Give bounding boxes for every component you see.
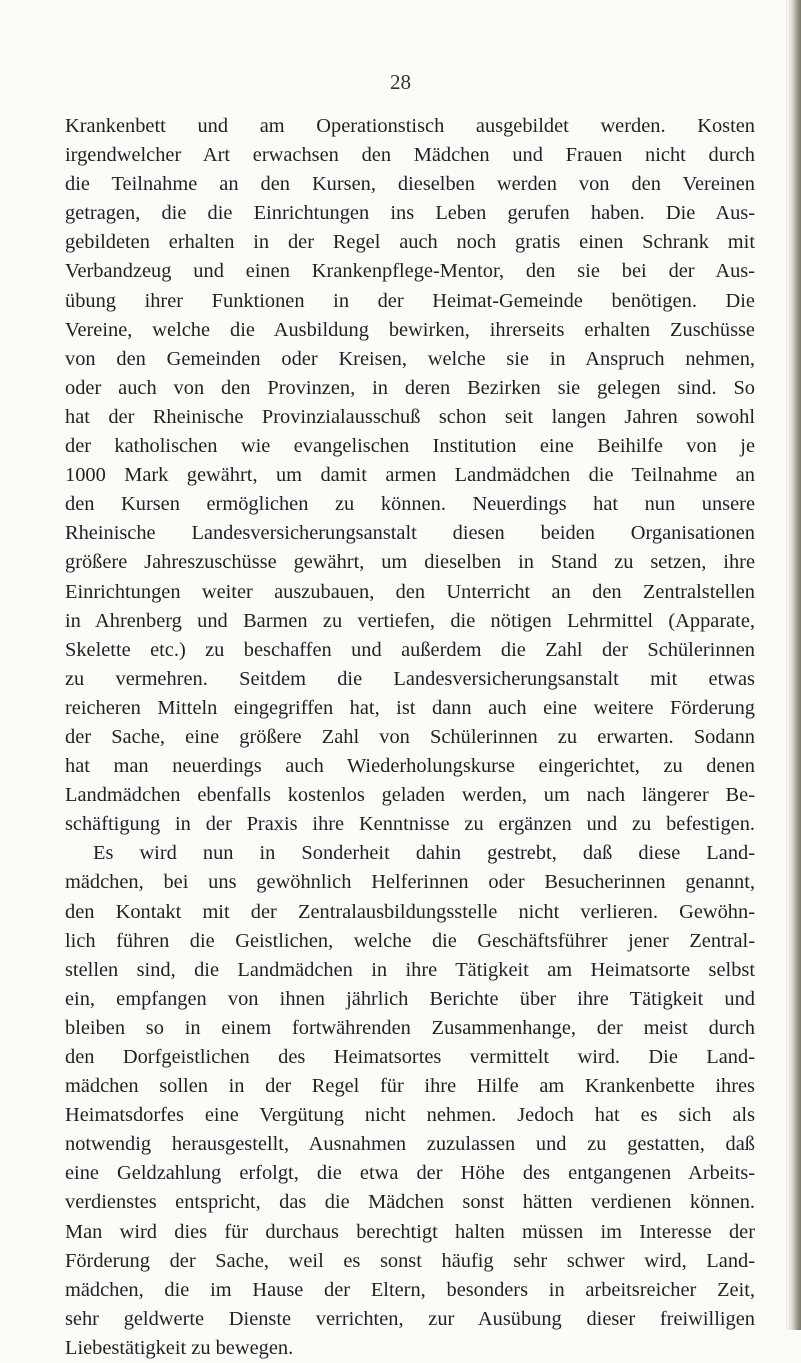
text-line: Heimatsdorfes eine Vergütung nicht nehmen. Jedoch hat es sich als: [65, 1104, 755, 1127]
text-line: schäftigung in der Praxis ihre Kenntnisse zu ergänzen und zu befestigen.: [65, 813, 755, 836]
text-line: von den Gemeinden oder Kreisen, welche sie in Anspruch nehmen,: [65, 347, 755, 370]
text-line: Man wird dies für durchaus berechtigt halten müssen im Interesse der: [65, 1220, 755, 1243]
text-line: die Teilnahme an den Kursen, dieselben werden von den Vereinen: [65, 173, 755, 196]
text-line: sehr geldwerte Dienste verrichten, zur Ausübung dieser freiwilligen: [65, 1307, 755, 1330]
text-line: ein, empfangen von ihnen jährlich Berichte über ihre Tätigkeit und: [65, 987, 755, 1010]
text-line: stellen sind, die Landmädchen in ihre Tätigkeit am Heimatsorte selbst: [65, 958, 755, 981]
text-line: den Kontakt mit der Zentralausbildungsstelle nicht verlieren. Gewöhn-: [65, 900, 755, 923]
text-line: in Ahrenberg und Barmen zu vertiefen, die nötigen Lehrmittel (Apparate,: [65, 609, 755, 632]
text-line: größere Jahreszuschüsse gewährt, um dieselben in Stand zu setzen, ihre: [65, 551, 755, 574]
text-line: den Kursen ermöglichen zu können. Neuerdings hat nun unsere: [65, 493, 755, 516]
text-line: verdienstes entspricht, das die Mädchen sonst hätten verdienen können.: [65, 1191, 755, 1214]
text-line: getragen, die die Einrichtungen ins Leben gerufen haben. Die Aus-: [65, 202, 755, 225]
text-line: Rheinische Landesversicherungsanstalt diesen beiden Organisationen: [65, 522, 755, 545]
text-line: oder auch von den Provinzen, in deren Bezirken sie gelegen sind. So: [65, 376, 755, 399]
text-line: mädchen, die im Hause der Eltern, besonders in arbeitsreicher Zeit,: [65, 1278, 755, 1301]
text-line: Förderung der Sache, weil es sonst häufig sehr schwer wird, Land-: [65, 1249, 755, 1272]
text-line: Vereine, welche die Ausbildung bewirken, ihrerseits erhalten Zuschüsse: [65, 318, 755, 341]
text-line: hat man neuerdings auch Wiederholungskurse eingerichtet, zu denen: [65, 755, 755, 778]
text-line: zu vermehren. Seitdem die Landesversicherungsanstalt mit etwas: [65, 667, 755, 690]
text-line: der Sache, eine größere Zahl von Schülerinnen zu erwarten. Sodann: [65, 725, 755, 748]
text-line: gebildeten erhalten in der Regel auch noch gratis einen Schrank mit: [65, 231, 755, 254]
text-line: Einrichtungen weiter auszubauen, den Unterricht an den Zentralstellen: [65, 580, 755, 603]
body-text: [65, 112, 755, 1363]
text-line: irgendwelcher Art erwachsen den Mädchen und Frauen nicht durch: [65, 144, 755, 167]
text-line: den Dorfgeistlichen des Heimatsortes vermittelt wird. Die Land-: [65, 1046, 755, 1068]
text-line: Landmädchen ebenfalls kostenlos geladen werden, um nach längerer Be-: [65, 784, 755, 807]
page-number: 28: [390, 70, 411, 94]
text-line: bleiben so in einem fortwährenden Zusammenhange, der meist durch: [65, 1016, 755, 1039]
text-line: Verbandzeug und einen Krankenpflege-Mentor, den sie bei der Aus-: [65, 260, 755, 283]
text-line: der katholischen wie evangelischen Institution eine Beihilfe von je: [65, 435, 755, 458]
text-line: lich führen die Geistlichen, welche die Geschäftsführer jener Zentral-: [65, 929, 755, 952]
text-line: notwendig herausgestellt, Ausnahmen zuzulassen und zu gestatten, daß: [65, 1133, 755, 1156]
text-line: hat der Rheinische Provinzialausschuß schon seit langen Jahren sowohl: [65, 405, 755, 428]
paragraph-end-line: Liebestätigkeit zu bewegen.: [65, 1336, 294, 1359]
text-line: eine Geldzahlung erfolgt, die etwa der Höhe des entgangenen Arbeits-: [65, 1162, 755, 1185]
paragraph-start-line: Es wird nun in Sonderheit dahin gestrebt, daß diese Land-: [93, 842, 755, 865]
text-line: reicheren Mitteln eingegriffen hat, ist dann auch eine weitere Förderung: [65, 696, 755, 719]
text-line: 1000 Mark gewährt, um damit armen Landmädchen die Teilnahme an: [65, 464, 755, 487]
text-line: übung ihrer Funktionen in der Heimat-Gemeinde benötigen. Die: [65, 289, 755, 312]
text-line: Skelette etc.) zu beschaffen und außerdem die Zahl der Schülerinnen: [65, 638, 755, 661]
text-line: mädchen, bei uns gewöhnlich Helferinnen oder Besucherinnen genannt,: [65, 871, 755, 894]
text-line: Krankenbett und am Operationstisch ausgebildet werden. Kosten: [65, 115, 755, 137]
text-line: mädchen sollen in der Regel für ihre Hilfe am Krankenbette ihres: [65, 1075, 755, 1098]
page-edge-shadow: [787, 0, 801, 1330]
